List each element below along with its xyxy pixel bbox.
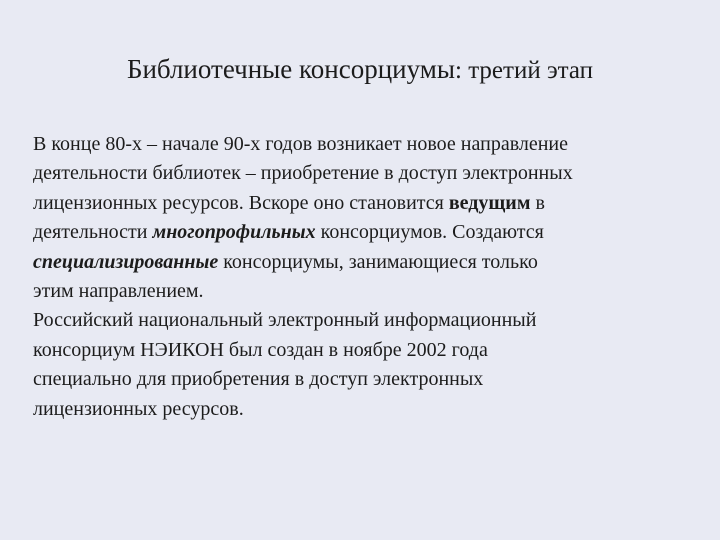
emphasis-bold-italic: многопрофильных	[152, 221, 316, 244]
text-span: лицензионных ресурсов.	[33, 397, 244, 420]
text-span: консорциум НЭИКОН был создан в ноябре 2002 года	[33, 338, 488, 361]
paragraph-2	[33, 306, 713, 424]
text-line	[33, 130, 713, 159]
emphasis-bold-italic: специализированные	[33, 250, 219, 273]
text-span: консорциумов. Создаются	[315, 221, 544, 244]
text-span: в	[530, 191, 545, 214]
text-line	[33, 218, 713, 247]
text-span: деятельности	[33, 221, 153, 244]
text-line	[33, 248, 713, 277]
text-span: В конце 80-х – начале 90-х годов возникает новое направление	[33, 133, 569, 155]
title-main: Библиотечные консорциумы	[126, 54, 455, 84]
text-span: лицензионных ресурсов. Вскоре оно становится	[33, 191, 449, 214]
emphasis-bold: ведущим	[448, 191, 531, 214]
slide-body	[33, 130, 713, 424]
text-line	[33, 189, 713, 218]
text-span: Российский национальный электронный информационный	[33, 309, 537, 332]
text-line	[33, 336, 713, 365]
text-line	[33, 365, 713, 394]
text-line	[33, 395, 713, 424]
paragraph-1	[33, 130, 713, 306]
slide-title	[0, 52, 720, 88]
text-line	[33, 159, 713, 188]
text-line	[33, 277, 713, 306]
text-span: специально для приобретения в доступ электронных	[33, 368, 484, 391]
text-span: консорциумы, занимающиеся только	[218, 250, 538, 273]
text-span: этим направлением.	[33, 279, 204, 302]
text-span: деятельности библиотек – приобретение в доступ электронных	[33, 162, 573, 185]
title-subtitle: : третий этап	[455, 57, 594, 84]
text-line	[33, 306, 713, 335]
